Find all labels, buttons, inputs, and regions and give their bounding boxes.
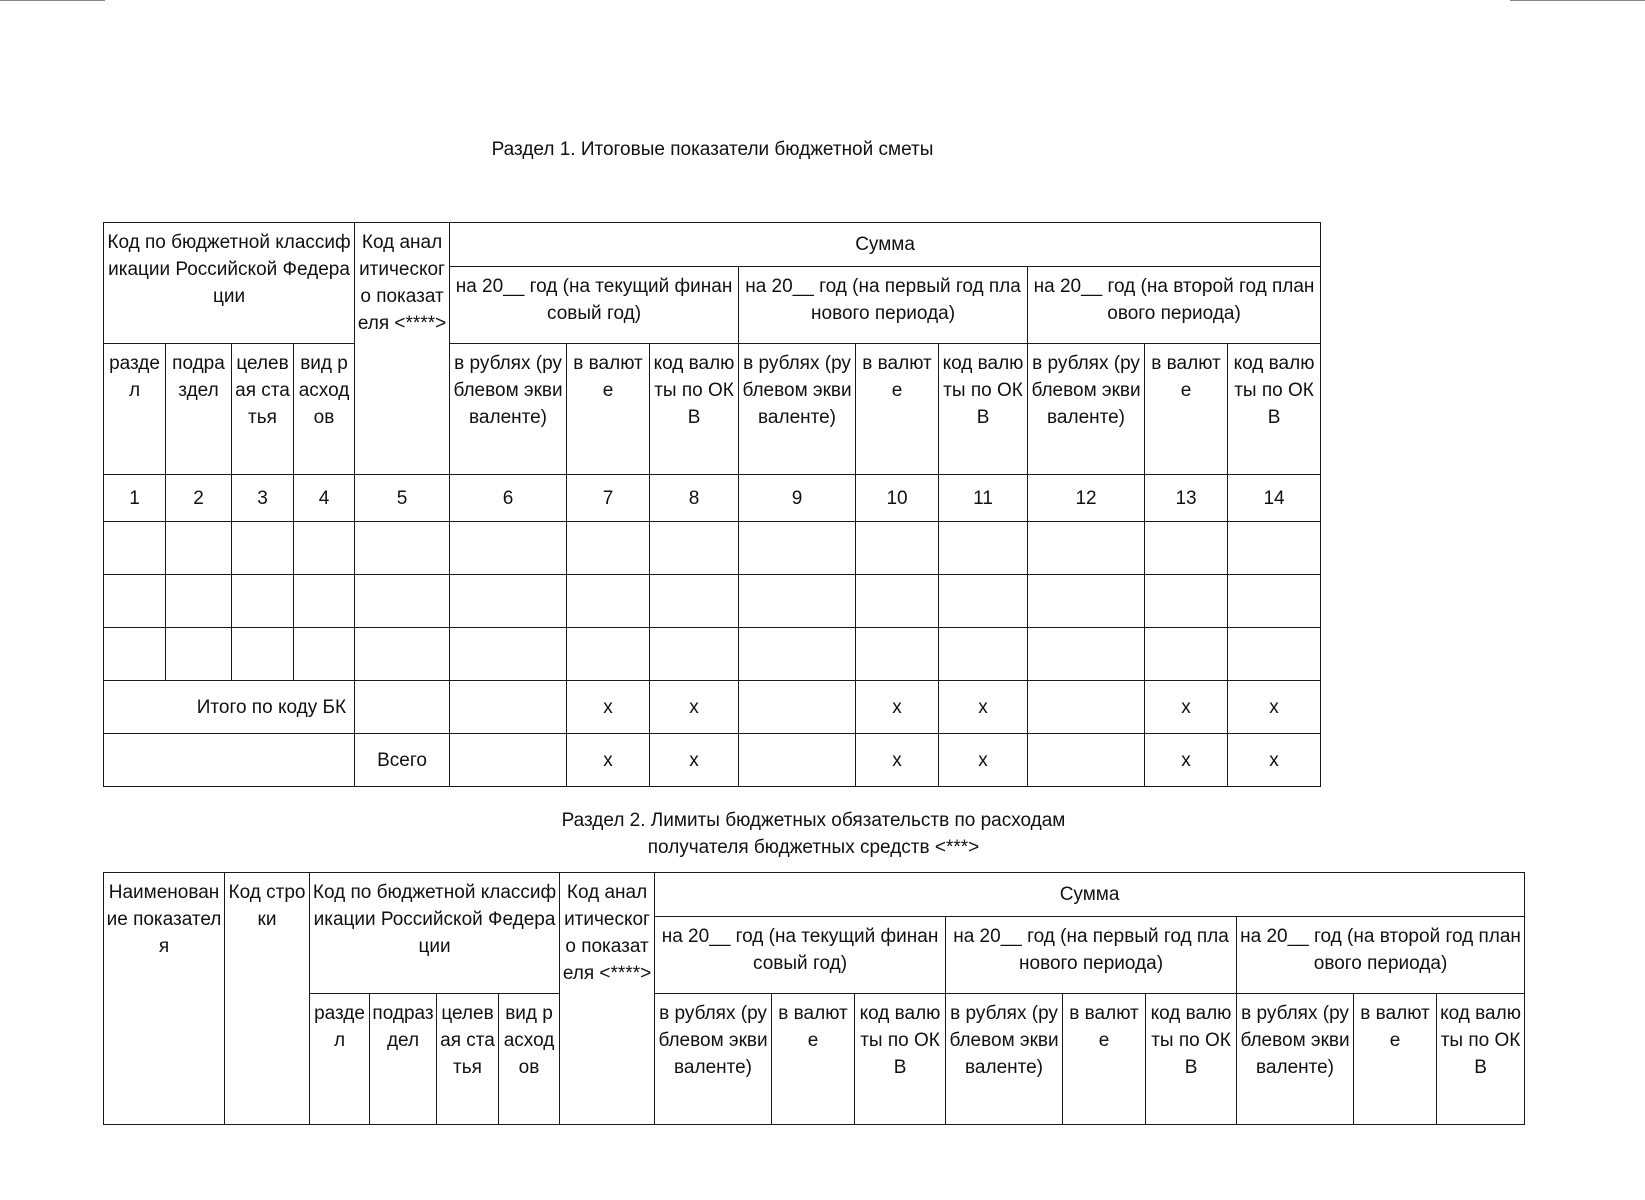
data-cell[interactable]: [294, 522, 355, 575]
column-number: 1: [104, 475, 166, 522]
year-first-plan-header: на 20__ год (на первый год планового периода): [739, 267, 1028, 344]
data-cell[interactable]: [856, 575, 939, 628]
section1-table: [103, 222, 1321, 787]
col-header-currency: в валюте: [772, 994, 855, 1125]
x-mark: x: [939, 681, 1028, 734]
column-number: 13: [1145, 475, 1228, 522]
data-cell[interactable]: [1028, 628, 1145, 681]
col-header-okv-code: код валюты по ОКВ: [1437, 994, 1525, 1125]
col-header-okv-code: код валюты по ОКВ: [1146, 994, 1237, 1125]
scan-edge-left: [0, 0, 105, 1]
data-cell[interactable]: [166, 522, 232, 575]
section2-table: [103, 872, 1525, 1125]
data-cell[interactable]: [1145, 628, 1228, 681]
year-second-plan-header: на 20__ год (на второй год планового периода): [1237, 917, 1525, 994]
data-cell[interactable]: [567, 575, 650, 628]
data-cell[interactable]: [1228, 628, 1321, 681]
data-cell[interactable]: [104, 628, 166, 681]
table-row: [104, 628, 1321, 681]
col-header-expense-type: вид расходов: [499, 994, 560, 1125]
data-cell[interactable]: [856, 628, 939, 681]
data-cell[interactable]: [739, 522, 856, 575]
col-header-rubles: в рублях (рублевом эквиваленте): [946, 994, 1063, 1125]
data-cell[interactable]: [739, 734, 856, 787]
data-cell[interactable]: [166, 628, 232, 681]
data-cell[interactable]: [1028, 681, 1145, 734]
col-header-target-article: целевая статья: [232, 344, 294, 475]
col-header-target-article: целевая статья: [437, 994, 499, 1125]
data-cell[interactable]: [1145, 575, 1228, 628]
col-header-podrazdel: подраздел: [370, 994, 437, 1125]
data-cell[interactable]: [939, 522, 1028, 575]
x-mark: x: [939, 734, 1028, 787]
data-cell[interactable]: [1028, 575, 1145, 628]
col-header-currency: в валюте: [856, 344, 939, 475]
data-cell[interactable]: [104, 522, 166, 575]
data-cell[interactable]: [232, 522, 294, 575]
column-number: 5: [355, 475, 450, 522]
column-number: 14: [1228, 475, 1321, 522]
col-header-okv-code: код валюты по ОКВ: [1228, 344, 1321, 475]
data-cell[interactable]: [650, 575, 739, 628]
year-second-plan-header: на 20__ год (на второй год планового периода): [1028, 267, 1321, 344]
data-cell[interactable]: [294, 575, 355, 628]
data-cell[interactable]: [1228, 575, 1321, 628]
data-cell[interactable]: [650, 628, 739, 681]
x-mark: x: [856, 734, 939, 787]
col-header-okv-code: код валюты по ОКВ: [650, 344, 739, 475]
data-cell[interactable]: [856, 522, 939, 575]
x-mark: x: [856, 681, 939, 734]
col-header-rubles: в рублях (рублевом эквиваленте): [655, 994, 772, 1125]
section1-title: Раздел 1. Итоговые показатели бюджетной сметы: [491, 139, 934, 160]
col-header-podrazdel: подраздел: [166, 344, 232, 475]
indicator-name-header: Наименование показателя: [104, 873, 225, 1125]
x-mark: x: [650, 681, 739, 734]
column-number: 4: [294, 475, 355, 522]
data-cell[interactable]: [567, 628, 650, 681]
data-cell[interactable]: [939, 575, 1028, 628]
x-mark: x: [1145, 681, 1228, 734]
col-header-okv-code: код валюты по ОКВ: [855, 994, 946, 1125]
data-cell[interactable]: [650, 522, 739, 575]
x-mark: x: [567, 734, 650, 787]
total-by-bk-row: [104, 681, 1321, 734]
grand-total-label: Всего: [355, 734, 450, 787]
col-header-razdel: раздел: [310, 994, 370, 1125]
data-cell[interactable]: [567, 522, 650, 575]
col-header-rubles: в рублях (рублевом эквиваленте): [1237, 994, 1354, 1125]
row-code-header: Код строки: [225, 873, 310, 1125]
total-by-bk-label: Итого по коду БК: [104, 681, 355, 734]
data-cell[interactable]: [232, 575, 294, 628]
data-cell[interactable]: [739, 575, 856, 628]
x-mark: x: [1228, 734, 1321, 787]
year-current-header: на 20__ год (на текущий финансовый год): [450, 267, 739, 344]
data-cell[interactable]: [450, 628, 567, 681]
x-mark: x: [567, 681, 650, 734]
data-cell[interactable]: [355, 575, 450, 628]
data-cell[interactable]: [450, 734, 567, 787]
year-current-header: на 20__ год (на текущий финансовый год): [655, 917, 946, 994]
data-cell[interactable]: [355, 522, 450, 575]
data-cell[interactable]: [294, 628, 355, 681]
column-number: 11: [939, 475, 1028, 522]
data-cell[interactable]: [1145, 522, 1228, 575]
col-header-rubles: в рублях (рублевом эквиваленте): [739, 344, 856, 475]
col-header-expense-type: вид расходов: [294, 344, 355, 475]
data-cell[interactable]: [355, 681, 450, 734]
data-cell[interactable]: [450, 522, 567, 575]
x-mark: x: [1145, 734, 1228, 787]
table-row: [104, 522, 1321, 575]
column-number: 8: [650, 475, 739, 522]
col-header-currency: в валюте: [567, 344, 650, 475]
analytic-code-header: Код аналитического показателя <****>: [560, 873, 655, 1125]
grand-total-row: [104, 734, 1321, 787]
column-number: 7: [567, 475, 650, 522]
data-cell[interactable]: [739, 628, 856, 681]
data-cell[interactable]: [450, 575, 567, 628]
col-header-okv-code: код валюты по ОКВ: [939, 344, 1028, 475]
table-row: [104, 575, 1321, 628]
x-mark: x: [650, 734, 739, 787]
column-number: 10: [856, 475, 939, 522]
sum-header: Сумма: [655, 873, 1525, 917]
column-number: 6: [450, 475, 567, 522]
data-cell: [104, 734, 355, 787]
col-header-currency: в валюте: [1063, 994, 1146, 1125]
scan-edge-right: [1510, 0, 1645, 1]
data-cell[interactable]: [1028, 522, 1145, 575]
data-cell[interactable]: [232, 628, 294, 681]
column-number: 9: [739, 475, 856, 522]
bk-classification-header: Код по бюджетной классификации Российской Федерации: [104, 223, 355, 344]
column-number-row: [104, 475, 1321, 522]
bk-classification-header: Код по бюджетной классификации Российской Федерации: [310, 873, 560, 994]
data-cell[interactable]: [739, 681, 856, 734]
analytic-code-header: Код аналитического показателя <****>: [355, 223, 450, 475]
col-header-rubles: в рублях (рублевом эквиваленте): [450, 344, 567, 475]
x-mark: x: [1228, 681, 1321, 734]
year-first-plan-header: на 20__ год (на первый год планового периода): [946, 917, 1237, 994]
data-cell[interactable]: [355, 628, 450, 681]
data-cell[interactable]: [1028, 734, 1145, 787]
data-cell[interactable]: [166, 575, 232, 628]
data-cell[interactable]: [104, 575, 166, 628]
col-header-currency: в валюте: [1354, 994, 1437, 1125]
column-number: 2: [166, 475, 232, 522]
column-number: 12: [1028, 475, 1145, 522]
col-header-razdel: раздел: [104, 344, 166, 475]
data-cell[interactable]: [939, 628, 1028, 681]
sum-header: Сумма: [450, 223, 1321, 267]
col-header-currency: в валюте: [1145, 344, 1228, 475]
col-header-rubles: в рублях (рублевом эквиваленте): [1028, 344, 1145, 475]
data-cell[interactable]: [1228, 522, 1321, 575]
section2-title: Раздел 2. Лимиты бюджетных обязательств по расходам получателя бюджетных средств <***>: [561, 810, 1066, 858]
column-number: 3: [232, 475, 294, 522]
data-cell[interactable]: [450, 681, 567, 734]
